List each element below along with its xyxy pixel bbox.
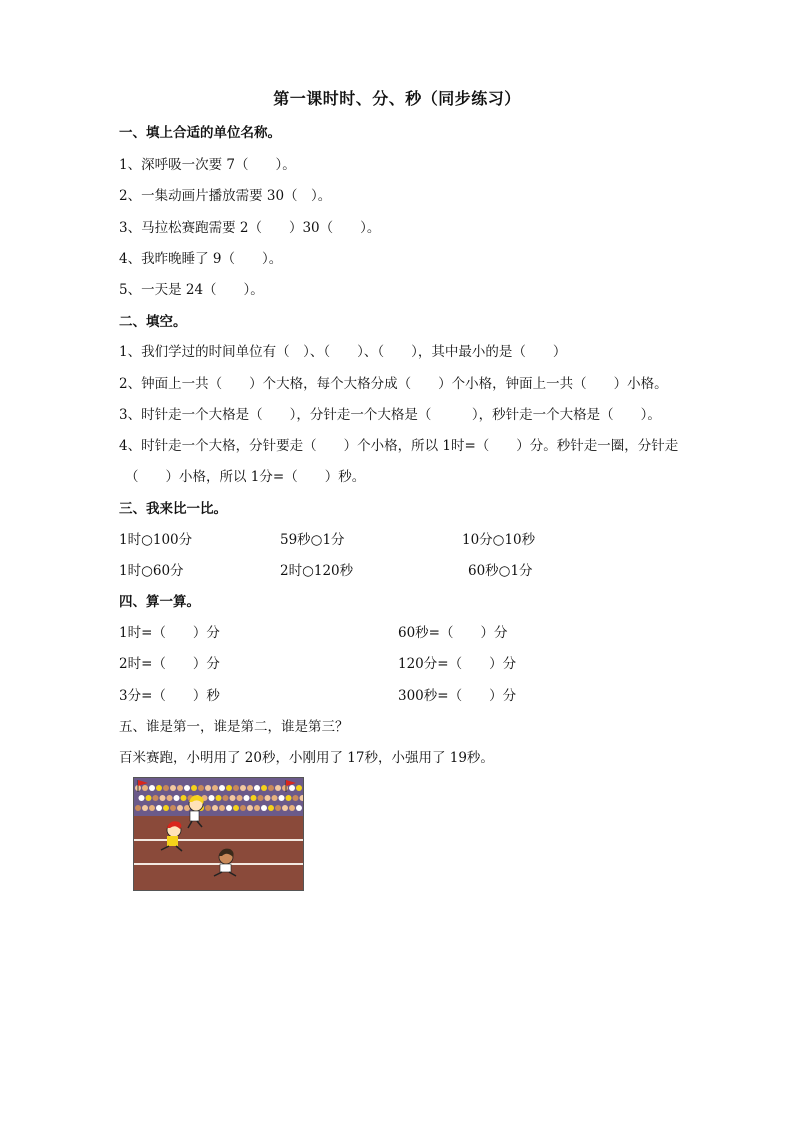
calc-right-3: 300秒=（ ）分	[398, 688, 517, 704]
crowd-head	[156, 805, 162, 811]
crowd-head	[216, 795, 222, 801]
crowd-head	[240, 805, 246, 811]
page-title: 第一课时时、分、秒（同步练习）	[273, 89, 521, 108]
crowd-head	[139, 795, 145, 801]
section-3-heading: 三、我来比一比。	[119, 501, 227, 517]
compare-3: 10分○10秒	[462, 532, 536, 548]
crowd-head	[212, 805, 218, 811]
crowd-head	[275, 805, 281, 811]
crowd-head	[163, 805, 169, 811]
calc-left-2: 2时=（ ）分	[119, 656, 220, 672]
crowd-head	[205, 785, 211, 791]
crowd-head	[219, 785, 225, 791]
crowd-head	[261, 785, 267, 791]
crowd-head	[135, 805, 141, 811]
crowd-head	[142, 785, 148, 791]
crowd-head	[286, 795, 292, 801]
crowd-head	[289, 805, 295, 811]
crowd-heads	[135, 785, 304, 811]
crowd-head	[282, 805, 288, 811]
crowd-head	[163, 785, 169, 791]
crowd-head	[254, 805, 260, 811]
s2-item-4: 4、时针走一个大格，分针要走（ ）个小格，所以 1时=（ ）分。秒针走一圈，分针走	[119, 438, 679, 454]
s1-item-4: 4、我昨晚睡了 9（ ）。	[119, 251, 283, 267]
crowd-head	[237, 795, 243, 801]
race-illustration	[133, 777, 304, 891]
crowd-head	[198, 785, 204, 791]
s1-item-1: 1、深呼吸一次要 7（ ）。	[119, 157, 296, 173]
crowd-head	[265, 795, 271, 801]
crowd-head	[289, 785, 295, 791]
crowd-head	[146, 795, 152, 801]
crowd-head	[296, 805, 302, 811]
calc-right-1: 60秒=（ ）分	[398, 625, 508, 641]
crowd-head	[226, 805, 232, 811]
compare-5: 2时○120秒	[280, 563, 354, 579]
crowd-head	[184, 785, 190, 791]
compare-4: 1时○60分	[119, 563, 184, 579]
crowd-head	[226, 785, 232, 791]
crowd-head	[258, 795, 264, 801]
crowd-head	[254, 785, 260, 791]
crowd-head	[160, 795, 166, 801]
crowd-head	[233, 785, 239, 791]
s1-item-2: 2、一集动画片播放需要 30（ ）。	[119, 188, 332, 204]
crowd-head	[275, 785, 281, 791]
crowd-head	[293, 795, 299, 801]
crowd-head	[282, 785, 288, 791]
crowd-head	[205, 805, 211, 811]
crowd-head	[268, 805, 274, 811]
crowd-head	[170, 805, 176, 811]
crowd-head	[230, 795, 236, 801]
crowd-head	[251, 795, 257, 801]
crowd-head	[233, 805, 239, 811]
section-4-heading: 四、算一算。	[119, 594, 200, 610]
crowd-head	[156, 785, 162, 791]
s1-item-3: 3、马拉松赛跑需要 2（ ）30（ ）。	[119, 220, 381, 236]
section-5-text: 百米赛跑，小明用了 20秒，小刚用了 17秒，小强用了 19秒。	[119, 750, 494, 766]
crowd-head	[149, 785, 155, 791]
crowd-head	[247, 785, 253, 791]
crowd-head	[272, 795, 278, 801]
crowd-head	[153, 795, 159, 801]
compare-2: 59秒○1分	[280, 532, 345, 548]
calc-left-1: 1时=（ ）分	[119, 625, 220, 641]
crowd-head	[167, 795, 173, 801]
crowd-head	[240, 785, 246, 791]
s2-item-1: 1、我们学过的时间单位有（ ）、（ ）、（ ），其中最小的是（ ）	[119, 344, 567, 360]
crowd-head	[247, 805, 253, 811]
s1-item-5: 5、一天是 24（ ）。	[119, 282, 264, 298]
s2-item-4-cont: （ ）小格，所以 1分=（ ）秒。	[125, 469, 366, 485]
crowd-head	[261, 805, 267, 811]
crowd-head	[191, 785, 197, 791]
crowd-head	[219, 805, 225, 811]
section-2-heading: 二、填空。	[119, 314, 187, 330]
crowd-head	[268, 785, 274, 791]
compare-1: 1时○100分	[119, 532, 193, 548]
crowd-head	[149, 805, 155, 811]
crowd-head	[244, 795, 250, 801]
crowd-head	[177, 785, 183, 791]
compare-6: 60秒○1分	[468, 563, 533, 579]
crowd-head	[170, 785, 176, 791]
calc-right-2: 120分=（ ）分	[398, 656, 517, 672]
crowd-head	[177, 805, 183, 811]
crowd-head	[181, 795, 187, 801]
crowd-head	[142, 805, 148, 811]
crowd-head	[296, 785, 302, 791]
crowd-head	[209, 795, 215, 801]
calc-left-3: 3分=（ ）秒	[119, 688, 220, 704]
section-5-heading: 五、谁是第一，谁是第二，谁是第三？	[119, 719, 349, 735]
crowd-head	[174, 795, 180, 801]
section-1-heading: 一、填上合适的单位名称。	[119, 125, 281, 141]
s2-item-2: 2、钟面上一共（ ）个大格，每个大格分成（ ）个小格，钟面上一共（ ）小格。	[119, 376, 668, 392]
crowd-head	[223, 795, 229, 801]
running-track	[134, 816, 304, 891]
s2-item-3: 3、时针走一个大格是（ ），分针走一个大格是（ ），秒针走一个大格是（ ）。	[119, 407, 661, 423]
crowd-head	[279, 795, 285, 801]
crowd-head	[212, 785, 218, 791]
